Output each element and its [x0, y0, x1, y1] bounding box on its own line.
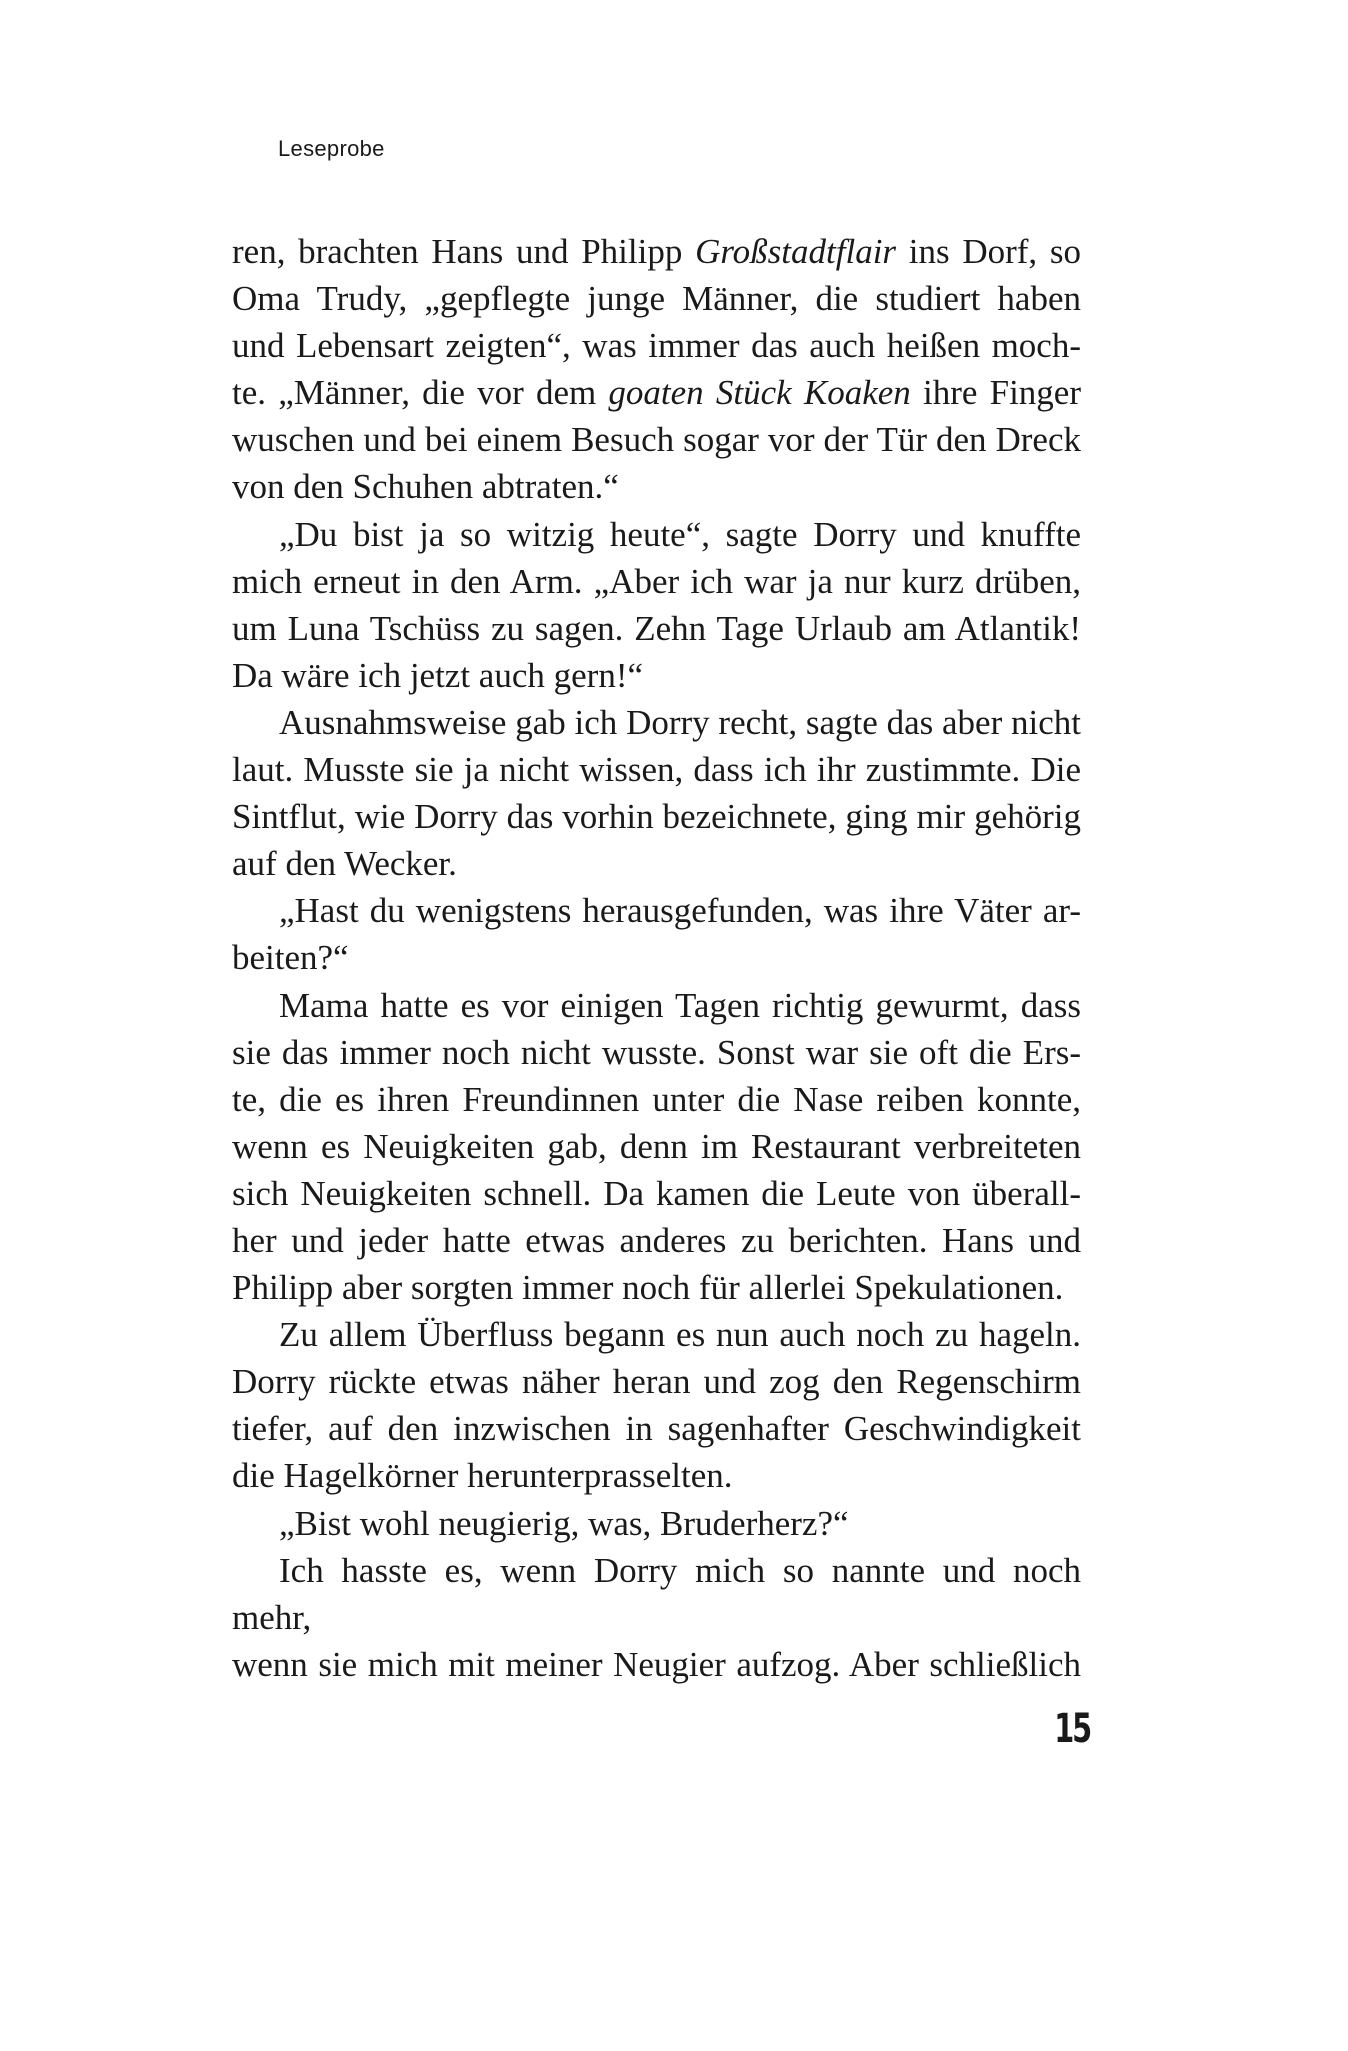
text-run: und Lebensart zeigten“, was immer das auch heißen moch-: [232, 326, 1081, 366]
page-number: 15: [1054, 1706, 1090, 1752]
text-run: Mama hatte es vor einigen Tagen richtig gewurmt, dass: [279, 985, 1081, 1025]
text-line: [232, 1170, 1081, 1217]
body-text: [232, 228, 1081, 1688]
text-run: sie das immer noch nicht wusste. Sonst war sie oft die Ers-: [232, 1032, 1081, 1072]
text-run: mich erneut in den Arm. „Aber ich war ja nur kurz drüben,: [232, 561, 1081, 601]
text-run: te, die es ihren Freundinnen unter die Nase reiben konnte,: [232, 1079, 1081, 1119]
text-line: [232, 558, 1081, 605]
text-run: te. „Männer, die vor dem: [232, 373, 609, 413]
text-run: wenn sie mich mit meiner Neugier aufzog. Aber schließlich: [232, 1644, 1081, 1684]
text-run: wuschen und bei einem Besuch sogar vor der Tür den Dreck: [232, 420, 1081, 460]
text-run: „Hast du wenigstens herausgefunden, was ihre Väter ar-: [279, 891, 1081, 931]
text-run: ren, brachten Hans und Philipp: [232, 232, 696, 271]
text-run: Ich hasste es, wenn Dorry mich so nannte und noch mehr,: [232, 1550, 1081, 1637]
text-line: [232, 982, 1081, 1029]
italic-phrase: goaten Stück Koaken: [608, 373, 911, 413]
text-run: sich Neuigkeiten schnell. Da kamen die Leute von überall-: [232, 1173, 1081, 1213]
text-run: „Bist wohl neugierig, was, Bruderherz?“: [279, 1503, 849, 1543]
text-line: [232, 840, 1081, 887]
text-line: [232, 1500, 1081, 1547]
text-line: [232, 652, 1081, 699]
text-run: von den Schuhen abtraten.“: [232, 467, 619, 507]
text-run: „Du bist ja so witzig heute“, sagte Dorry und knuffte: [279, 514, 1081, 554]
text-line: [232, 1076, 1081, 1123]
text-run: Philipp aber sorgten immer noch für allerlei Spekulationen.: [232, 1268, 1064, 1308]
text-line: [232, 275, 1081, 322]
text-line: [232, 1264, 1081, 1311]
text-line: [232, 1405, 1081, 1452]
text-line: [232, 1547, 1081, 1641]
text-line: [232, 1029, 1081, 1076]
text-line: [232, 793, 1081, 840]
text-run: ihre Finger: [910, 373, 1081, 413]
text-run: tiefer, auf den inzwischen in sagenhafter Geschwindigkeit: [232, 1409, 1081, 1449]
text-line: [232, 887, 1081, 934]
text-run: Da wäre ich jetzt auch gern!“: [232, 655, 644, 695]
text-run: Zu allem Überfluss begann es nun auch noch zu hageln.: [279, 1315, 1081, 1355]
text-run: ins Dorf, so: [896, 232, 1081, 271]
text-run: laut. Musste sie ja nicht wissen, dass ich ihr zustimmte. Die: [232, 750, 1081, 790]
text-run: her und jeder hatte etwas anderes zu berichten. Hans und: [232, 1220, 1081, 1260]
text-run: Sintflut, wie Dorry das vorhin bezeichnete, ging mir gehörig: [232, 797, 1081, 837]
text-line: [232, 699, 1081, 746]
text-run: auf den Wecker.: [232, 844, 457, 884]
text-line: [232, 1452, 1081, 1499]
text-line: [232, 228, 1081, 275]
italic-phrase: Großstadtflair: [695, 232, 897, 271]
text-run: die Hagelkörner herunterprasselten.: [232, 1456, 733, 1496]
text-line: [232, 934, 1081, 981]
text-line: [232, 463, 1081, 510]
text-run: beiten?“: [232, 938, 349, 978]
text-run: Oma Trudy, „gepflegte junge Männer, die studiert haben: [232, 279, 1081, 319]
text-run: um Luna Tschüss zu sagen. Zehn Tage Urlaub am Atlantik!: [232, 608, 1081, 648]
text-line: [232, 1217, 1081, 1264]
text-line: [232, 322, 1081, 369]
text-line: [232, 369, 1081, 416]
text-line: [232, 511, 1081, 558]
text-run: wenn es Neuigkeiten gab, denn im Restaurant verbreiteten: [232, 1126, 1081, 1166]
text-line: [232, 746, 1081, 793]
text-line: [232, 1123, 1081, 1170]
text-line: [232, 1311, 1081, 1358]
text-line: [232, 1641, 1081, 1688]
text-line: [232, 1358, 1081, 1405]
running-header: Leseprobe: [278, 136, 385, 161]
text-line: [232, 605, 1081, 652]
text-run: Ausnahmsweise gab ich Dorry recht, sagte das aber nicht: [279, 702, 1081, 742]
text-line: [232, 416, 1081, 463]
text-run: Dorry rückte etwas näher heran und zog den Regenschirm: [232, 1362, 1081, 1402]
